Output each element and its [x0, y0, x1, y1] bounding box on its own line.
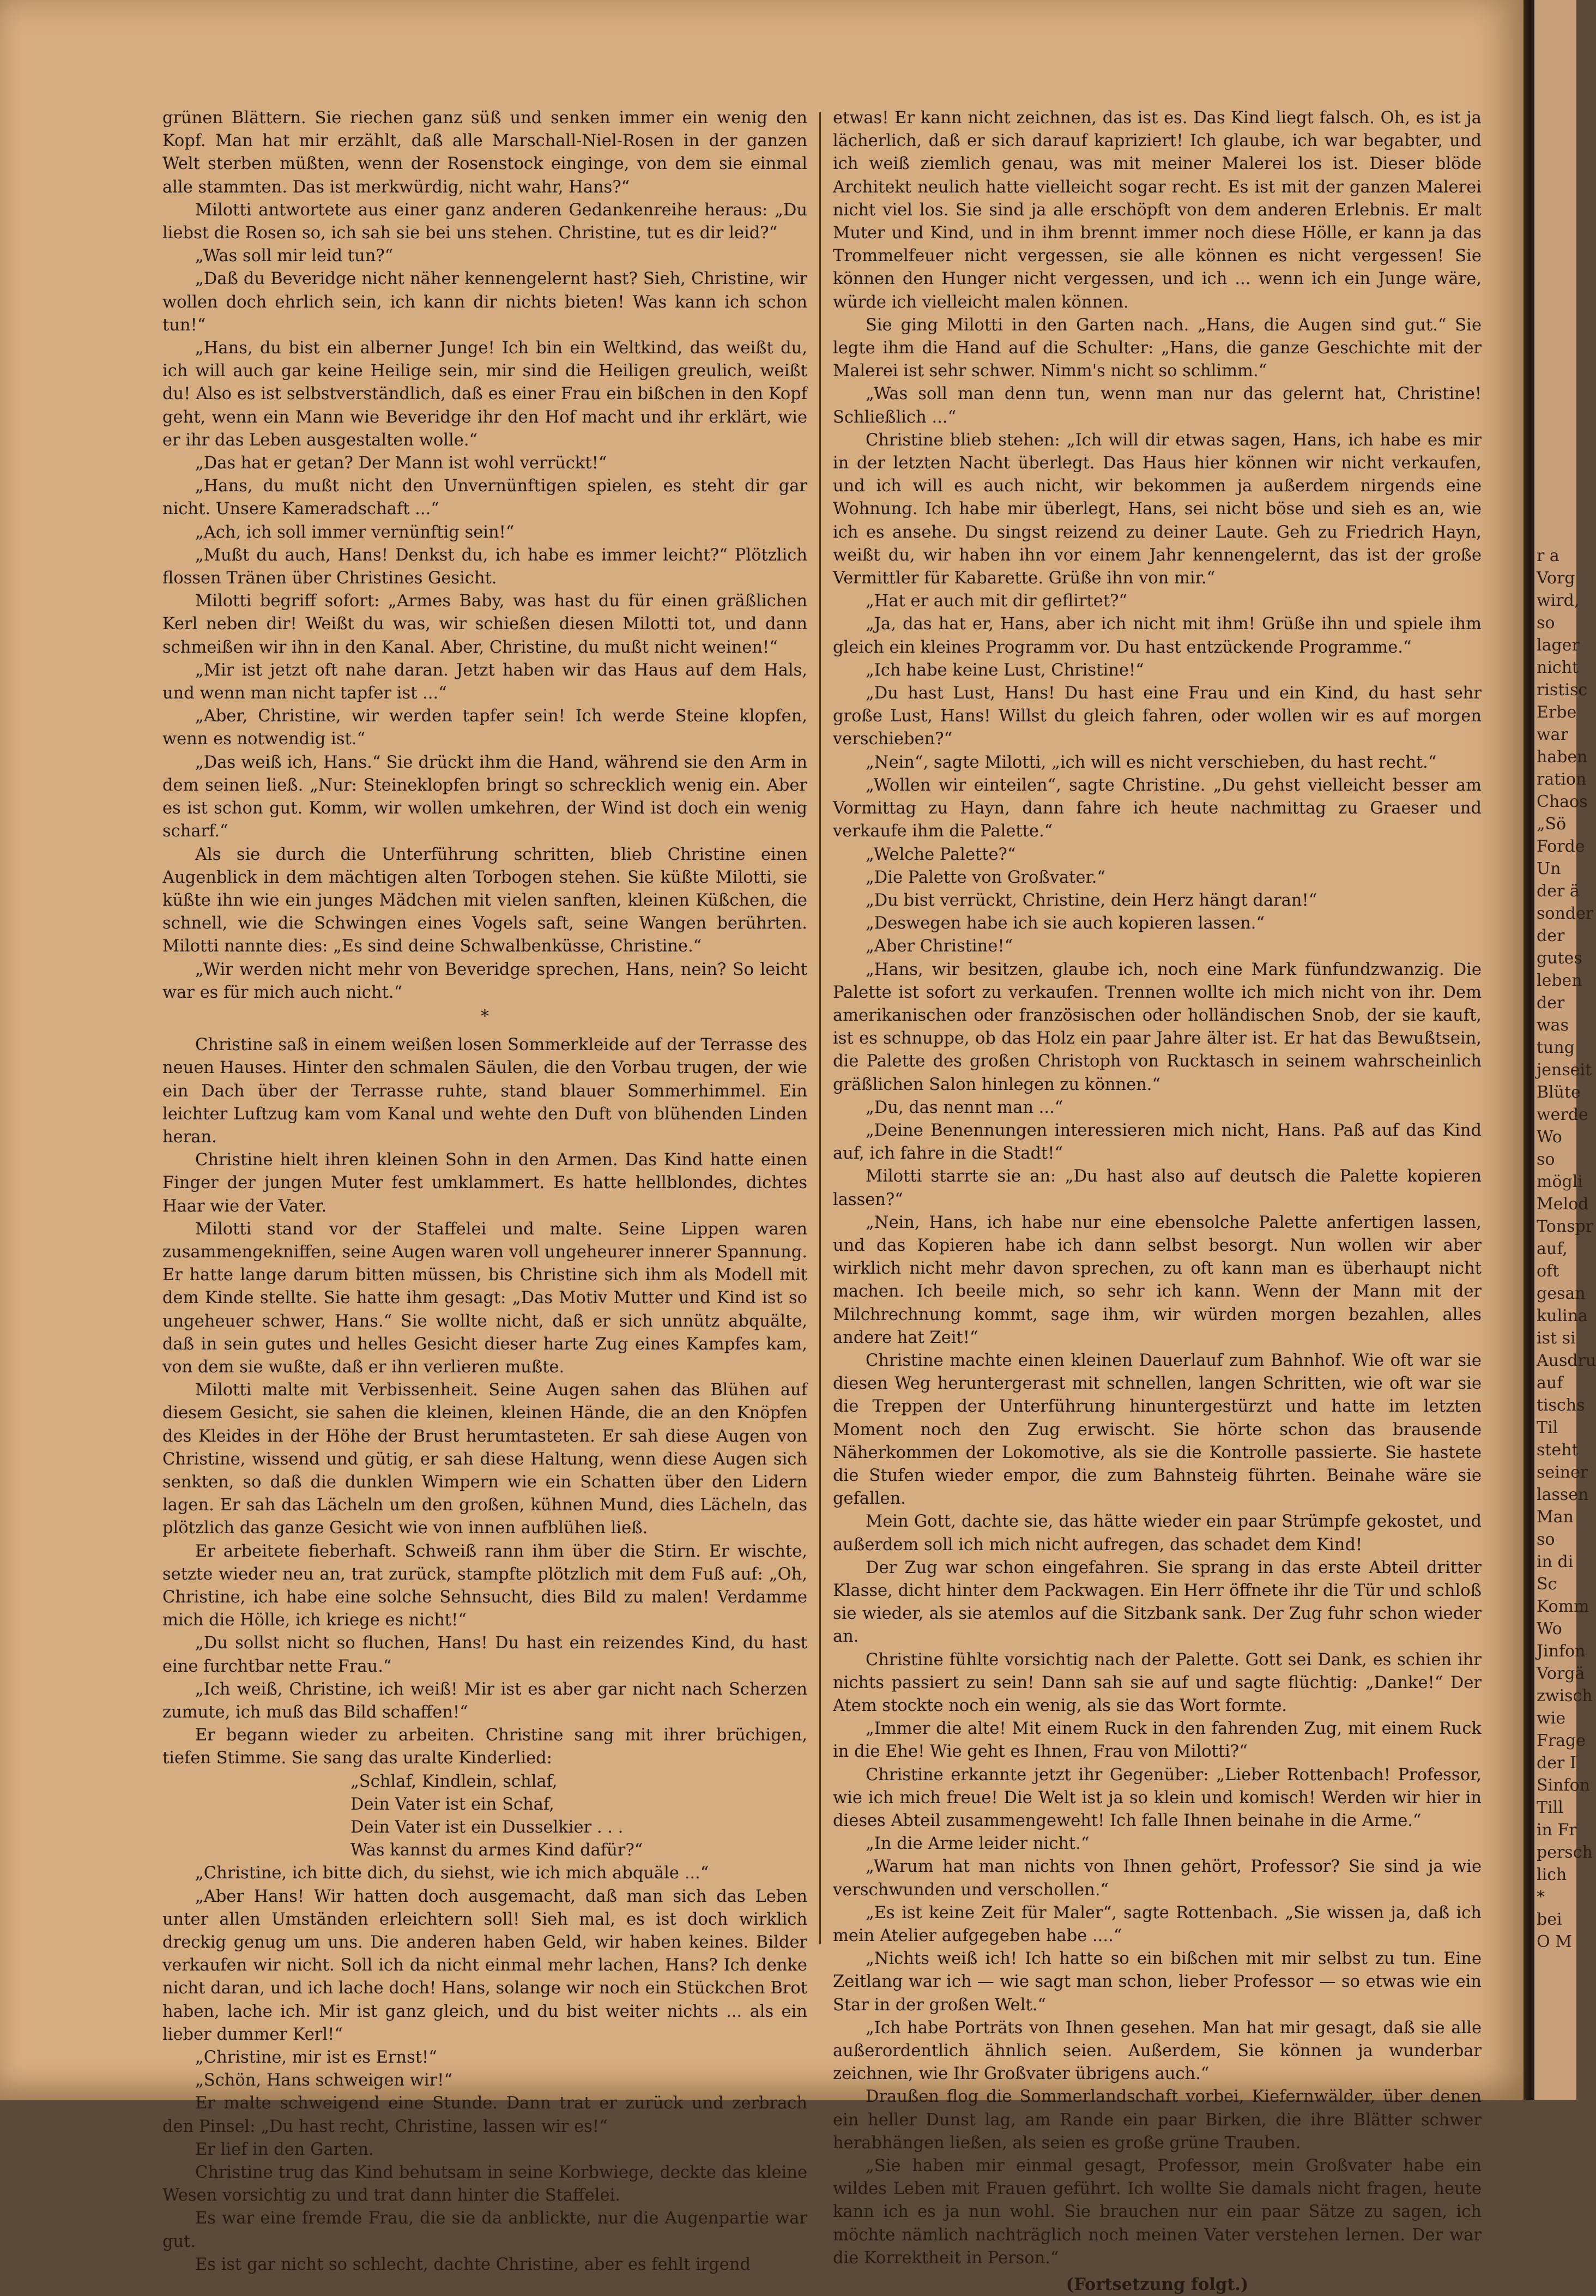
paragraph: „Immer die alte! Mit einem Ruck in den fahrenden Zug, mit einem Ruck in die Ehe! Wie geht es Ihnen, Frau von Milotti?“ [833, 1719, 1482, 1762]
paragraph: Milotti begriff sofort: „Armes Baby, was hast du für einen gräßlichen Kerl neben dir! Weißt du was, wir schießen diesen Milotti tot, und dann schmeißen wir ihn in den Kanal. Aber, Christine, du mußt nicht weinen!“ [162, 592, 807, 657]
paragraph: „Was soll mir leid tun?“ [195, 246, 394, 266]
next-page-fragment: Frage [1537, 1731, 1586, 1750]
next-page-fragment: der [1537, 993, 1565, 1013]
paragraph: Christine hielt ihren kleinen Sohn in den Armen. Das Kind hatte einen Finger der jungen Muter fest umklammert. Es hatte hellblondes, dichtes Haar wie der Vater. [162, 1150, 807, 1216]
next-page-fragment: was [1537, 1016, 1569, 1035]
paragraph: „Du sollst nicht so fluchen, Hans! Du hast ein reizendes Kind, du hast eine furchtbar nette Frau.“ [162, 1634, 807, 1676]
paragraph: „Deswegen habe ich sie auch kopieren lassen.“ [866, 914, 1265, 933]
paragraph: „Christine, ich bitte dich, du siehst, wie ich mich abquäle ...“ [195, 1864, 709, 1883]
paragraph: „Es ist keine Zeit für Maler“, sagte Rottenbach. „Sie wissen ja, daß ich mein Atelier aufgegeben habe ....“ [833, 1903, 1482, 1946]
paragraph: „Sie haben mir einmal gesagt, Professor, mein Großvater habe ein wildes Leben mit Frauen geführt. Ich wollte Sie damals nicht fragen, heute kann ich es ja nun wohl. Sie brauchen nur ein paar Sätze zu sagen, ich möchte nämlich nachträglich noch meinen Vater verstehen lernen. Der war die Korrektheit in Person.“ [833, 2156, 1482, 2268]
next-page-fragment: * [1537, 1888, 1545, 1907]
next-page-fragment: Sc [1537, 1575, 1557, 1594]
paragraph: Es war eine fremde Frau, die sie da anblickte, nur die Augenpartie war gut. [162, 2209, 807, 2251]
next-page-fragment: Ausdru [1537, 1351, 1596, 1370]
next-page-fragment: Melod [1537, 1195, 1589, 1214]
left-paragraphs-after-break [162, 1034, 807, 1770]
next-page-fragment: Till [1537, 1798, 1563, 1817]
paragraph: Christine machte einen kleinen Dauerlauf zum Bahnhof. Wie oft war sie diesen Weg heruntergerast mit schnellen, langen Schritten, wie oft war sie die Treppen der Unterführung hinuntergestürzt und hatte im letzten Moment noch den Zug erwischt. Sie hörte schon das brausende Näherkommen der Lokomotive, als sie die Kontrolle passierte. Sie hastete die Stufen wieder empor, die zum Bahnsteig führten. Beinahe wäre sie gefallen. [833, 1351, 1482, 1509]
paragraph: „In die Arme leider nicht.“ [866, 1834, 1090, 1854]
paragraph: „Hat er auch mit dir geflirtet?“ [866, 592, 1128, 611]
next-page-fragment: der I [1537, 1753, 1576, 1773]
paragraph: „Aber, Christine, wir werden tapfer sein! Ich werde Steine klopfen, wenn es notwendig ist.“ [162, 707, 807, 749]
paragraph: „Wollen wir einteilen“, sagte Christine. „Du gehst vielleicht besser am Vormittag zu Hayn, dann fahre ich heute nachmittag zu Graeser und verkaufe ihm die Palette.“ [833, 775, 1482, 841]
paragraph: Er begann wieder zu arbeiten. Christine sang mit ihrer brüchigen, tiefen Stimme. Sie sang das uralte Kinderlied: [162, 1726, 807, 1768]
paragraph: Er arbeitete fieberhaft. Schweiß rann ihm über die Stirn. Er wischte, setzte wieder neu an, trat zurück, stampfte plötzlich mit dem Fuß auf: „Oh, Christine, ich habe eine solche Sehnsucht, dies Bild zu malen! Verdamme mich die Hölle, ich kriege es nicht!“ [162, 1541, 807, 1630]
paragraph: Sie ging Milotti in den Garten nach. „Hans, die Augen sind gut.“ Sie legte ihm die Hand auf die Schulter: „Hans, die ganze Geschichte mit der Malerei ist sehr schwer. Nimm's nicht so schlimm.“ [833, 315, 1482, 381]
paragraph: „Was soll man denn tun, wenn man nur das gelernt hat, Christine! Schließlich ...“ [833, 384, 1482, 427]
column-divider [819, 112, 821, 1944]
next-page-fragment: so [1537, 1530, 1555, 1549]
paragraph: „Nein“, sagte Milotti, „ich will es nicht verschieben, du hast recht.“ [866, 752, 1437, 772]
next-page-fragment: persch [1537, 1843, 1593, 1862]
paragraph: „Hans, du mußt nicht den Unvernünftigen spielen, es steht dir gar nicht. Unsere Kameradschaft ...“ [162, 477, 807, 519]
paragraph: „Welche Palette?“ [866, 845, 1016, 864]
paragraph: „Mir ist jetzt oft nahe daran. Jetzt haben wir das Haus auf dem Hals, und wenn man nicht tapfer ist ...“ [162, 660, 807, 703]
next-page-fragment: auf, [1537, 1239, 1568, 1258]
paragraph: Draußen flog die Sommerlandschaft vorbei, Kiefernwälder, über denen ein heller Dunst lag, am Rande ein paar Birken, die ihre Blätter schwer herabhängen ließen, als seien es große grüne Trauben. [833, 2087, 1482, 2153]
next-page-fragment: Man [1537, 1508, 1574, 1527]
paragraph: „Nein, Hans, ich habe nur eine ebensolche Palette anfertigen lassen, und das Kopieren habe ich dann selbst besorgt. Nun wollen wir aber wirklich nicht mehr davon sprechen, zu oft kann man es überhaupt nicht machen. Ich beeile mich, so sehr ich kann. Wenn der Mann mit der Milchrechnung kommt, sage ihm, wir würden morgen bezahlen, alles andere hat Zeit!“ [833, 1213, 1482, 1347]
paragraph: „Mußt du auch, Hans! Denkst du, ich habe es immer leicht?“ Plötzlich flossen Tränen über Christines Gesicht. [162, 545, 807, 588]
paragraph: „Schön, Hans schweigen wir!“ [195, 2071, 453, 2090]
next-page-edge [1534, 0, 1596, 2100]
next-page-fragment: war [1537, 725, 1568, 744]
next-page-fragment: gutes [1537, 949, 1582, 968]
paragraph: Er lief in den Garten. [195, 2140, 374, 2159]
next-page-fragment: Wo [1537, 1619, 1562, 1638]
paragraph: Milotti stand vor der Staffelei und malte. Seine Lippen waren zusammengekniffen, seine Augen waren voll ungeheurer innerer Spannung. Er hatte lange darum bitten müssen, bis Christine sich ihm als Modell mit dem Kinde stellte. Sie hatte ihm gesagt: „Das Motiv Mutter und Kind ist so ungeheuer schwer, Hans.“ Sie wollte nicht, daß er sich unnütz abquälte, daß in sein gutes und helles Gesicht dieser harte Zug eines Kampfes kam, von dem sie wußte, daß er ihn verlieren mußte. [162, 1219, 807, 1377]
lullaby-verse [350, 1770, 807, 1863]
paragraph: Milotti antwortete aus einer ganz anderen Gedankenreihe heraus: „Du liebst die Rosen so, ich sah sie bei uns stehen. Christine, tut es dir leid?“ [162, 200, 807, 243]
paragraph: „Nichts weiß ich! Ich hatte so ein bißchen mit mir selbst zu tun. Eine Zeitlang war ich — wie sagt man schon, lieber Professor — so etwas wie ein Star in der großen Welt.“ [833, 1949, 1482, 2015]
next-page-fragment: sonder [1537, 904, 1594, 923]
next-page-fragment: gesan [1537, 1284, 1586, 1303]
next-page-fragment: lich [1537, 1865, 1567, 1884]
next-page-fragment: auf [1537, 1373, 1563, 1393]
next-page-fragment: Tonspr [1537, 1217, 1594, 1236]
next-page-fragment: Erbe [1537, 703, 1577, 722]
left-paragraphs-after-verse [162, 1862, 807, 2276]
paragraph: „Ich habe Porträts von Ihnen gesehen. Man hat mir gesagt, daß sie alle außerordentlich ähnlich seien. Außerdem, Sie können ja wunderbar zeichnen, wie Ihr Großvater übrigens auch.“ [833, 2018, 1482, 2084]
paragraph: „Hans, du bist ein alberner Junge! Ich bin ein Weltkind, das weißt du, ich will auch gar keine Heilige sein, mir sind die Heiligen greulich, weißt du! Also es ist selbstverständlich, daß es einer Frau ein bißchen in den Kopf geht, wenn ein Mann wie Beveridge ihr den Hof macht und ihr erklärt, wie er ihr das Leben ausgestalten wolle.“ [162, 339, 807, 450]
verse-line: Dein Vater ist ein Dusselkier . . . [350, 1818, 624, 1837]
next-page-fragment: tischs [1537, 1396, 1585, 1415]
next-page-fragment: kulina [1537, 1306, 1588, 1325]
next-page-fragment: Wo [1537, 1128, 1562, 1147]
next-page-fragment: bei [1537, 1910, 1562, 1929]
verse-line: „Schlaf, Kindlein, schlaf, [350, 1771, 558, 1791]
next-page-fragment: ristisc [1537, 680, 1588, 700]
right-paragraphs [833, 107, 1482, 2270]
next-page-fragment: r a [1537, 546, 1559, 565]
book-gutter [1524, 0, 1534, 2100]
next-page-fragment: in Fr [1537, 1821, 1577, 1840]
next-page-fragment: Sinfon [1537, 1776, 1590, 1795]
next-page-fragment: mögli [1537, 1172, 1583, 1191]
section-break-asterisk: * [480, 1007, 489, 1026]
next-page-fragment: jenseit [1537, 1060, 1592, 1080]
paragraph: „Daß du Beveridge nicht näher kennengelernt hast? Sieh, Christine, wir wollen doch ehrlich sein, ich kann dir nichts bieten! Was kann ich schon tun!“ [162, 269, 807, 335]
paragraph: grünen Blättern. Sie riechen ganz süß und senken immer ein wenig den Kopf. Man hat mir erzählt, daß alle Marschall-Niel-Rosen in der ganzen Welt sterben müßten, wenn der Rosenstock einginge, von dem sie einmal alle stammten. Das ist merkwürdig, nicht wahr, Hans?“ [162, 109, 807, 197]
paragraph: „Deine Benennungen interessieren mich nicht, Hans. Paß auf das Kind auf, ich fahre in die Stadt!“ [833, 1120, 1482, 1164]
next-page-fragment: oft [1537, 1262, 1559, 1281]
paragraph: „Du bist verrückt, Christine, dein Herz hängt daran!“ [866, 890, 1317, 910]
next-page-fragment: O M [1537, 1932, 1572, 1951]
paragraph: Christine fühlte vorsichtig nach der Palette. Gott sei Dank, es schien ihr nichts passiert zu sein! Dann sah sie auf und sagte flüchtig: „Danke!“ Der Atem stockte noch ein wenig, als sie das Wort formte. [833, 1650, 1482, 1716]
next-page-fragment: nicht [1537, 658, 1579, 677]
paragraph: „Ich habe keine Lust, Christine!“ [866, 660, 1144, 680]
paragraph: Milotti malte mit Verbissenheit. Seine Augen sahen das Blühen auf diesem Gesicht, sie sahen die kleinen, kleinen Hände, die an den Knöpfen des Kleides in der Höhe der Brust herumtasteten. Er sah diese Augen von Christine, wissend und gütig, er sah diese Haltung, wenn diese Augen sich senkten, so daß die dunklen Wimpern wie ein Schatten über den Lidern lagen. Er sah das Lächeln um den großen, kühnen Mund, dies Lächeln, das plötzlich das ganze Gesicht wie von innen aufblühen ließ. [162, 1381, 807, 1538]
next-page-fragment: Blüte [1537, 1083, 1581, 1102]
next-page-fragment: seiner [1537, 1463, 1588, 1482]
next-page-fragment: tung [1537, 1038, 1575, 1057]
next-page-fragment: der [1537, 926, 1565, 945]
paragraph: Als sie durch die Unterführung schritten, blieb Christine einen Augenblick in dem mächtigen alten Torbogen stehen. Sie küßte Milotti, sie küßte ihn wie ein junges Mädchen mit vielen sanften, kleinen Küßchen, die schnell, wie die Schwingen eines Vogels saft, seine Wangen berührten. Milotti nannte dies: „Es sind deine Schwalbenküsse, Christine.“ [162, 845, 807, 956]
paragraph: „Hans, wir besitzen, glaube ich, noch eine Mark fünfundzwanzig. Die Palette ist sofort zu verkaufen. Trennen wollte ich mich nicht von ihr. Dem amerikanischen oder französischen oder holländischen Snob, der sie kauft, ist es schnuppe, ob das Holz ein paar Jahre älter ist. Er hat das Bewußtsein, die Palette des großen Christoph von Rucktasch in seinem wahrscheinlich gräßlichen Salon hinlegen zu können.“ [833, 960, 1482, 1094]
next-page-fragment: wird, [1537, 591, 1580, 610]
next-page-fragment: Forde [1537, 837, 1585, 856]
next-page-fragment: lassen [1537, 1485, 1589, 1504]
next-page-fragment: Vorg [1537, 569, 1575, 588]
paragraph: „Du hast Lust, Hans! Du hast eine Frau und ein Kind, du hast sehr große Lust, Hans! Willst du gleich fahren, oder wollen wir es auf morgen verschieben?“ [833, 684, 1482, 749]
next-page-fragment: lager [1537, 636, 1580, 655]
next-page-fragment: ist si [1537, 1329, 1576, 1348]
paragraph: Es ist gar nicht so schlecht, dachte Christine, aber es fehlt irgend [195, 2255, 751, 2274]
paragraph: Christine blieb stehen: „Ich will dir etwas sagen, Hans, ich habe es mir in der letzten Nacht überlegt. Das Haus hier können wir nicht verkaufen, und ich will es auch nicht, wir bekommen ja außerdem nirgends eine Wohnung. Ich habe mir überlegt, Hans, sei nicht böse und sieh es an, wie ich es ansehe. Du singst reizend zu deiner Laute. Geh zu Friedrich Hayn, weißt du, wir haben ihn vor einem Jahr kennengelernt, das ist der große Vermittler für Kabarette. Grüße ihn von mir.“ [833, 430, 1482, 588]
paragraph: Milotti starrte sie an: „Du hast also auf deutsch die Palette kopieren lassen?“ [833, 1167, 1482, 1209]
paragraph: „Wir werden nicht mehr von Beveridge sprechen, Hans, nein? So leicht war es für mich auch nicht.“ [162, 960, 807, 1002]
next-page-fragment: wie [1537, 1709, 1566, 1728]
paragraph: „Ach, ich soll immer vernünftig sein!“ [195, 522, 515, 542]
next-page-fragment: so [1537, 613, 1555, 632]
paragraph: „Aber Christine!“ [866, 937, 1013, 956]
paragraph: Christine trug das Kind behutsam in seine Korbwiege, deckte das kleine Wesen vorsichtig zu und trat dann hinter die Staffelei. [162, 2163, 807, 2205]
paragraph: Er malte schweigend eine Stunde. Dann trat er zurück und zerbrach den Pinsel: „Du hast recht, Christine, lassen wir es!“ [162, 2094, 807, 2136]
next-page-fragment: in di [1537, 1552, 1574, 1571]
paragraph: „Ja, das hat er, Hans, aber ich nicht mit ihm! Grüße ihn und spiele ihm gleich ein kleines Programm vor. Du hast entzückende Programme.“ [833, 614, 1482, 657]
next-page-fragment: „Sö [1537, 815, 1567, 834]
next-page-fragment: der ä [1537, 882, 1580, 901]
next-page-fragment: haben [1537, 748, 1588, 767]
paragraph: „Du, das nennt man ...“ [866, 1098, 1063, 1117]
paragraph: Christine erkannte jetzt ihr Gegenüber: „Lieber Rottenbach! Professor, wie ich mich freue! Die Welt ist ja so klein und komisch! Werden wir hier in dieses Abteil zusammengeweht! Ich falle Ihnen beinahe in die Arme.“ [833, 1765, 1482, 1831]
paragraph: „Warum hat man nichts von Ihnen gehört, Professor? Sie sind ja wie verschwunden und verschollen.“ [833, 1857, 1482, 1900]
next-page-fragment: Til [1537, 1418, 1558, 1437]
paragraph: „Das weiß ich, Hans.“ Sie drückt ihm die Hand, während sie den Arm in dem seinen ließ. „Nur: Steineklopfen bringt so schrecklich wenig ein. Aber es ist schon gut. Komm, wir wollen umkehren, der Wind ist doch ein wenig scharf.“ [162, 752, 807, 841]
next-page-fragment: leben [1537, 971, 1582, 990]
verse-line: Was kannst du armes Kind dafür?“ [350, 1841, 643, 1860]
text-column-right [833, 107, 1482, 2295]
paragraph: „Christine, mir ist es Ernst!“ [195, 2048, 437, 2068]
to-be-continued-note: (Fortsetzung folgt.) [1066, 2275, 1249, 2295]
paragraph: Mein Gott, dachte sie, das hätte wieder ein paar Strümpfe gekostet, und außerdem soll ich mich nicht aufregen, das schadet dem Kind! [833, 1512, 1482, 1554]
text-column-left [162, 107, 807, 2274]
paragraph: „Aber Hans! Wir hatten doch ausgemacht, daß man sich das Leben unter allen Umständen erleichtern soll! Sieh mal, es ist doch wirklich dreckig genug um uns. Die anderen haben Geld, wir haben keines. Bilder verkaufen wir nicht. Soll ich da nicht einmal mehr lachen, Hans? Ich denke nicht daran, und ich lache doch! Hans, solange wir noch ein Stückchen Brot haben, lache ich. Mir ist ganz gleich, und du bist weiter nichts ... als ein lieber dummer Kerl!“ [162, 1887, 807, 2044]
next-page-fragment: so [1537, 1150, 1555, 1169]
paragraph: Der Zug war schon eingefahren. Sie sprang in das erste Abteil dritter Klasse, dicht hinter dem Packwagen. Ein Herr öffnete ihr die Tür und schloß sie wieder, als sie atemlos auf die Sitzbank sank. Der Zug fuhr schon wieder an. [833, 1558, 1482, 1647]
next-page-fragment: Komm [1537, 1597, 1589, 1616]
paragraph: Christine saß in einem weißen losen Sommerkleide auf der Terrasse des neuen Hauses. Hinter den schmalen Säulen, die den Vorbau trugen, der wie ein Dach über der Terrasse ruhte, stand blauer Sommerhimmel. Ein leichter Luftzug kam vom Kanal und wehte den Duft von blühenden Linden heran. [162, 1035, 807, 1147]
next-page-fragment: zwisch [1537, 1686, 1593, 1706]
paragraph: „Ich weiß, Christine, ich weiß! Mir ist es aber gar nicht nach Scherzen zumute, ich muß das Bild schaffen!“ [162, 1679, 807, 1722]
left-paragraphs-before-break [162, 107, 807, 1004]
next-page-fragment: Chaos [1537, 792, 1588, 811]
next-page-fragment: Un [1537, 859, 1561, 878]
next-page-fragment: ration [1537, 770, 1587, 789]
paragraph: „Die Palette von Großvater.“ [866, 867, 1106, 887]
next-page-fragment: Jinfon [1537, 1642, 1586, 1661]
verse-line: Dein Vater ist ein Schaf, [350, 1794, 554, 1814]
next-page-fragment: werde [1537, 1105, 1588, 1124]
next-page-fragment: steht [1537, 1441, 1579, 1460]
paragraph: „Das hat er getan? Der Mann ist wohl verrückt!“ [195, 454, 607, 473]
next-page-fragment: Vorgä [1537, 1664, 1585, 1683]
paragraph: etwas! Er kann nicht zeichnen, das ist es. Das Kind liegt falsch. Oh, es ist ja lächerlich, daß er sich darauf kapriziert! Ich glaube, ich war begabter, und ich weiß ziemlich genau, was mit meiner Malerei los ist. Dieser blöde Architekt neulich hatte vielleicht sogar recht. Es ist mit der ganzen Malerei nicht viel los. Sie sind ja alle erschöpft von dem anderen Erlebnis. Er malt Muter und Kind, und in ihm brennt immer noch diese Hölle, er kann ja das Trommelfeuer nicht vergessen, sie alle können es nicht vergessen! Sie können den Hunger nicht vergessen, und ich ... wenn ich ein Junge wäre, würde ich vielleicht malen können. [833, 109, 1482, 312]
